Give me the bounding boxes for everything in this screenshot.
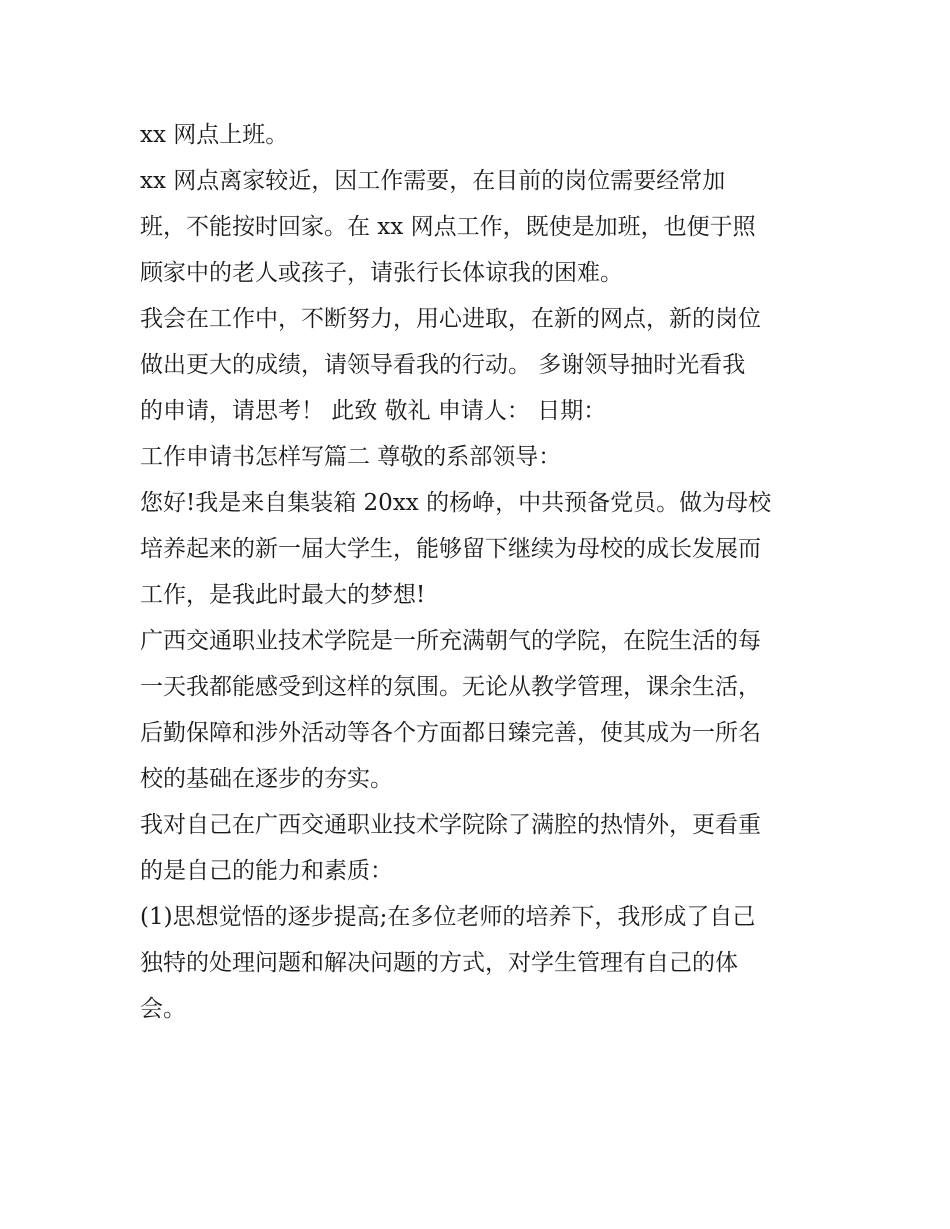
text-line: 培养起来的新一届大学生，能够留下继续为母校的成长发展而 xyxy=(140,536,761,562)
text-line: 广西交通职业技术学院是一所充满朝气的学院，在院生活的每 xyxy=(140,628,761,654)
document-body xyxy=(140,112,820,1032)
text-line: 做出更大的成绩，请领导看我的行动。 多谢领导抽时光看我 xyxy=(140,352,746,378)
paragraph-5 xyxy=(140,480,820,618)
text-line: 一天我都能感受到这样的氛围。无论从教学管理，课余生活， xyxy=(140,674,761,700)
paragraph-2 xyxy=(140,158,820,296)
text-line: 的申请，请思考！ 此致 敬礼 申请人： 日期： xyxy=(140,398,607,424)
paragraph-3 xyxy=(140,296,820,434)
text-line: 顾家中的老人或孩子，请张行长体谅我的困难。 xyxy=(140,260,623,286)
text-line: xx 网点上班。 xyxy=(140,122,289,148)
text-line: 班，不能按时回家。在 xx 网点工作，既使是加班，也便于照 xyxy=(140,214,756,240)
text-line: 工作，是我此时最大的梦想! xyxy=(140,582,426,608)
text-line: 后勤保障和涉外活动等各个方面都日臻完善，使其成为一所名 xyxy=(140,720,761,746)
text-line: xx 网点离家较近，因工作需要，在目前的岗位需要经常加 xyxy=(140,168,726,194)
text-line: 会。 xyxy=(140,996,186,1022)
text-line: 工作申请书怎样写篇二 尊敬的系部领导： xyxy=(140,444,562,470)
paragraph-7 xyxy=(140,802,820,894)
text-line: 您好!我是来自集装箱 20xx 的杨峥，中共预备党员。做为母校 xyxy=(140,490,772,516)
paragraph-6 xyxy=(140,618,820,802)
text-line: 独特的处理问题和解决问题的方式，对学生管理有自己的体 xyxy=(140,950,738,976)
text-line: 校的基础在逐步的夯实。 xyxy=(140,766,393,792)
text-line: 的是自己的能力和素质： xyxy=(140,858,393,884)
text-line: 我会在工作中，不断努力，用心进取，在新的网点，新的岗位 xyxy=(140,306,761,332)
paragraph-1 xyxy=(140,112,820,158)
paragraph-8 xyxy=(140,894,820,1032)
text-line: 我对自己在广西交通职业技术学院除了满腔的热情外，更看重 xyxy=(140,812,761,838)
paragraph-4 xyxy=(140,434,820,480)
text-line: (1)思想觉悟的逐步提高;在多位老师的培养下，我形成了自己 xyxy=(140,904,756,930)
